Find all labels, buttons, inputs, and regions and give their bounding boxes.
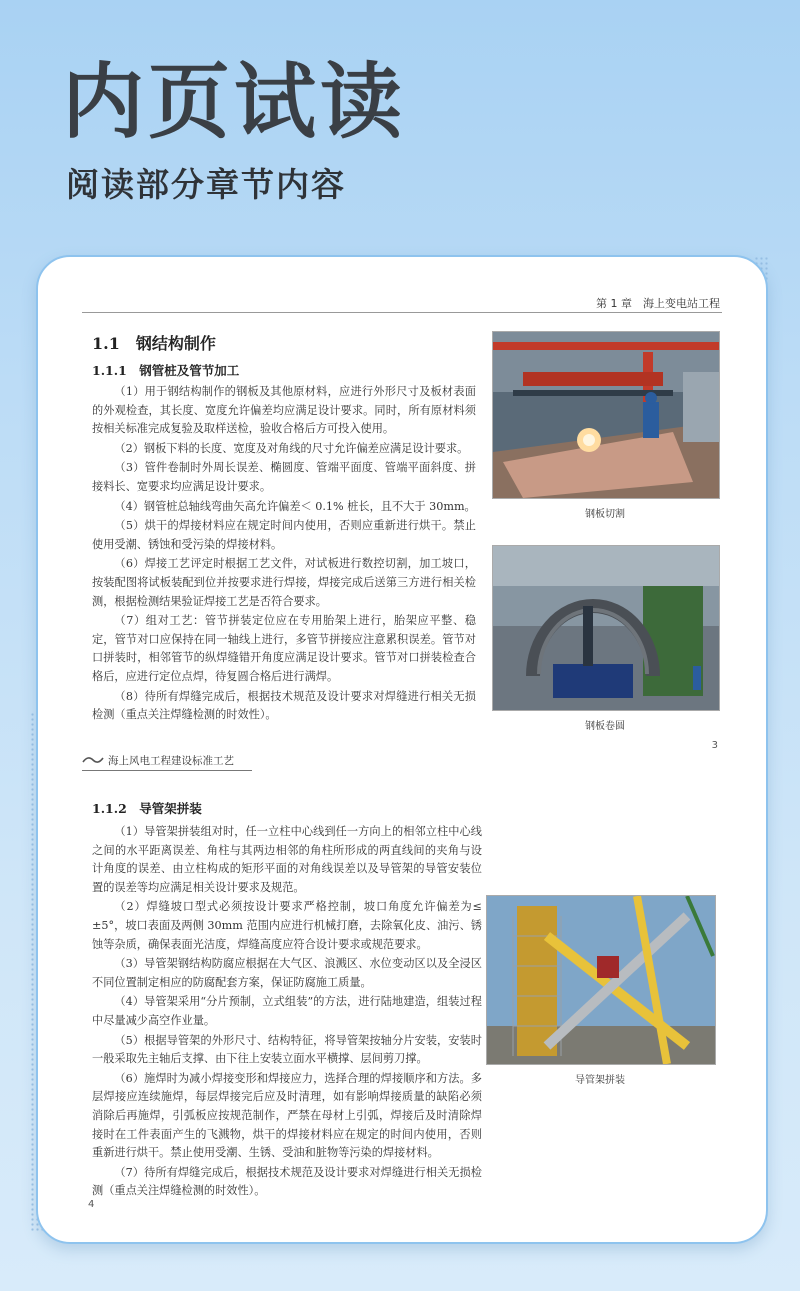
page-number: 3 [711,740,718,751]
running-head-text: 海上风电工程建设标准工艺 [108,755,234,767]
page2-body [92,823,482,1202]
header-rule [82,312,722,313]
section-heading: 1.1 钢结构制作 [92,334,216,353]
paragraph: （6）焊接工艺评定时根据工艺文件，对试板进行数控切割，加工坡口，按装配图将试板装配到位并按要求进行焊接，焊接完成后送第三方进行相关检测，根据检测结果验证焊接工艺是否符合要求。 [92,557,476,608]
steel-plate-cutting-photo [492,331,720,499]
paragraph: （2）焊缝坡口型式必须按设计要求严格控制，坡口角度允许偏差为≤ ±5°，坡口表面及两侧 30mm 范围内应进行机械打磨，去除氧化皮、油污、锈蚀等杂质，确保表面光洁度，焊缝高度应符合设计要求或规范要求。 [92,900,482,951]
paragraph: （4）钢管桩总轴线弯曲矢高允许偏差＜ 0.1% 桩长，且不大于 30mm。 [114,499,476,513]
paragraph: （5）烘干的焊接材料应在规定时间内使用，否则应重新进行烘干。禁止使用受潮、锈蚀和受污染的焊接材料。 [92,519,476,551]
paragraph: （2）钢板下料的长度、宽度及对角线的尺寸允许偏差应满足设计要求。 [114,441,469,455]
hero-subtitle: 阅读部分章节内容 [66,165,346,204]
photo-caption: 钢板切割 [585,509,625,520]
book-preview-card [36,255,768,1244]
paragraph: （7）待所有焊缝完成后，根据技术规范及设计要求对焊缝进行相关无损检测（重点关注焊缝检测的时效性）。 [92,1165,482,1198]
running-head-2 [82,753,252,771]
jacket-assembly-photo [486,895,716,1065]
subsection-heading-2: 1.1.2 导管架拼装 [92,801,202,816]
paragraph: （6）施焊时为减小焊接变形和焊接应力，选择合理的焊接顺序和方法。多层焊接应连续施焊，每层焊接完后应及时清理，如有影响焊接质量的缺陷必须消除后再施焊，引弧板应按规范制作，严禁在母材上引弧，焊接后及时清除焊接时在工件表面产生的飞溅物，烘干的焊接材料应在规定的时间内使用，否则重新进行烘干。禁止使用受潮、生锈、受油和脏物等污染的焊接材料。 [92,1071,482,1160]
page1-body [92,383,476,726]
paragraph: （1）用于钢结构制作的钢板及其他原材料，应进行外形尺寸及板材表面的外观检查，其长度、宽度允许偏差均应满足设计要求。同时，所有原材料须按相关标准完成复验及取样送检，验收合格后方可投入使用。 [92,385,476,436]
hero-title: 内页试读 [62,55,407,150]
paragraph: （4）导管架采用“分片预制，立式组装”的方法，进行陆地建造，组装过程中尽量减少高空作业量。 [92,995,482,1027]
steel-plate-rolling-photo [492,545,720,711]
paragraph: （8）待所有焊缝完成后，根据技术规范及设计要求对焊缝进行相关无损检测（重点关注焊缝检测的时效性）。 [92,689,476,722]
paragraph: （5）根据导管架的外形尺寸、结构特征，将导管架按轴分片安装，安装时一般采取先主轴后支撑、由下往上安装立面水平横撑、层间剪刀撑。 [92,1033,482,1066]
paragraph: （1）导管架拼装组对时，任一立柱中心线到任一方向上的相邻立柱中心线之间的水平距离误差、角柱与其两边相邻的角柱所形成的两直线间的夹角与设计角度的误差、由立柱构成的矩形平面的对角线误差以及导管架的导管安装位置的误差等均应满足相关设计要求及规范。 [92,825,482,894]
subsection-heading: 1.1.1 钢管桩及管节加工 [92,363,240,378]
running-head: 第 1 章 海上变电站工程 [596,297,720,310]
photo-caption: 钢板卷圆 [585,721,625,732]
paragraph: （7）组对工艺：管节拼装定位应在专用胎架上进行，胎架应平整、稳定，管节对口应保持在同一轴线上进行，多管节拼接应注意累积误差。管节对口拼装时，相邻管节的纵焊缝错开角度应满足设计要求。管节对口拼装检查合格后，应进行定位点焊，待复圆合格后进行满焊。 [92,614,476,683]
paragraph: （3）管件卷制时外周长误差、椭圆度、管端平面度、管端平面斜度、拼接料长、宽要求均应满足设计要求。 [92,461,476,493]
wave-logo-icon [82,755,104,768]
paragraph: （3）导管架钢结构防腐应根据在大气区、浪溅区、水位变动区以及全浸区不同位置制定相应的防腐配套方案，保证防腐施工质量。 [92,957,482,989]
page-number-2: 4 [88,1199,95,1210]
photo-caption: 导管架拼装 [575,1075,625,1086]
running-head-rule [82,770,252,771]
